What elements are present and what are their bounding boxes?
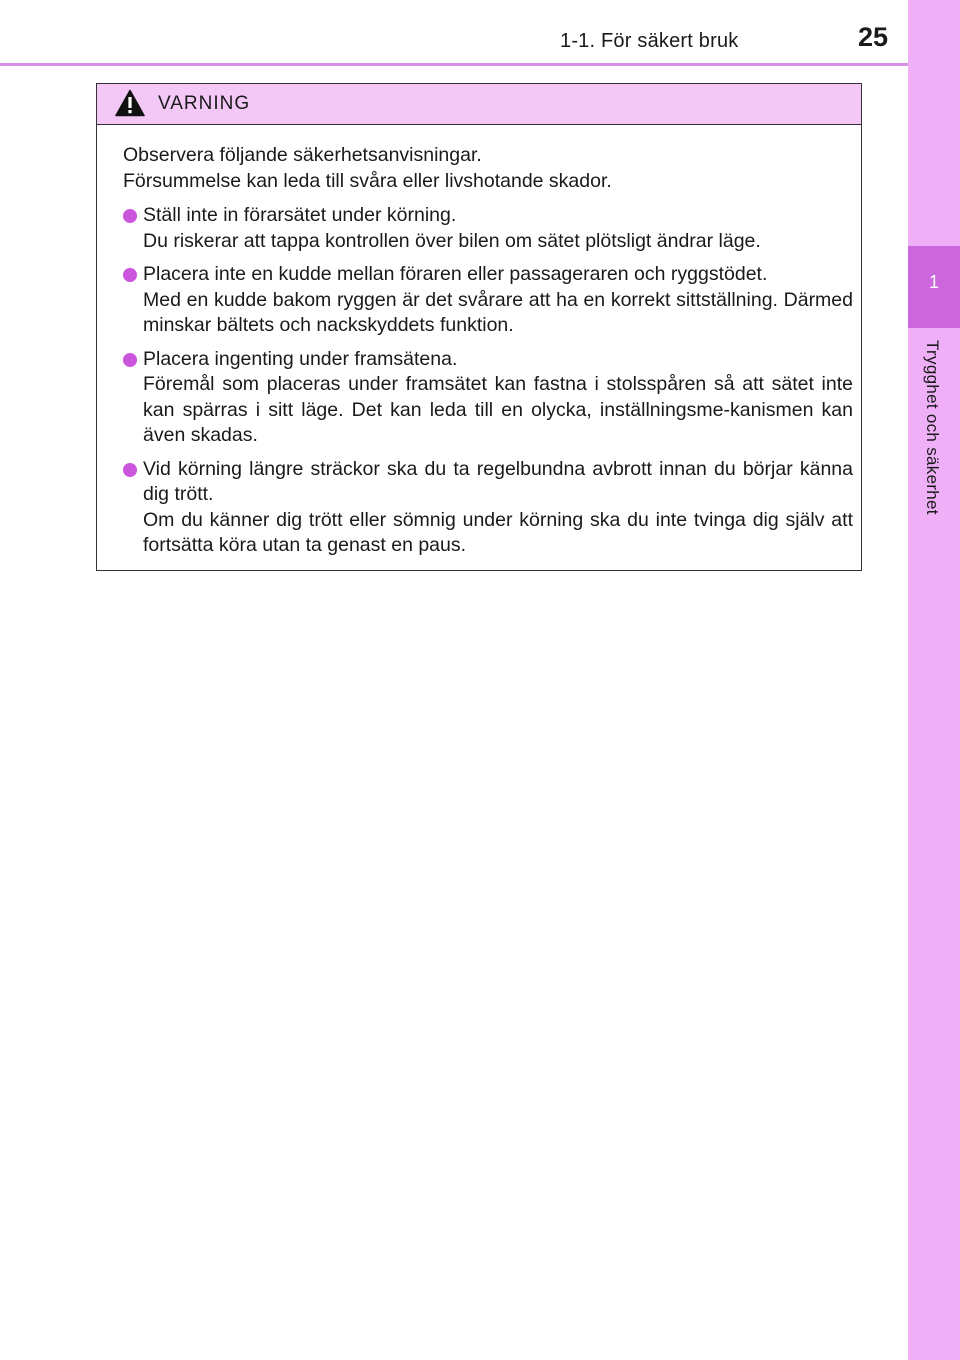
page-number: 25 <box>858 22 889 52</box>
item-detail: Föremål som placeras under framsätet kan fastna i stolsspåren så att sätet inte kan spärras i sitt läge. Det kan leda till en olycka, inställningsme-kanismen kan även skadas. <box>143 373 853 446</box>
list-item <box>123 347 853 449</box>
item-detail: Du riskerar att tappa kontrollen över bilen om sätet plötsligt ändrar läge. <box>143 229 761 252</box>
chapter-label: Trygghet och säkerhet <box>923 340 942 515</box>
warning-list <box>123 203 853 559</box>
bullet-icon <box>123 353 137 367</box>
item-heading: Vid körning längre sträckor ska du ta regelbundna avbrott innan du börjar känna dig trött. <box>143 457 853 505</box>
warning-title: VARNING <box>158 93 251 114</box>
bullet-icon <box>123 463 137 477</box>
chapter-number-badge: 1 <box>908 246 960 328</box>
intro-line: Försummelse kan leda till svåra eller livshotande skador. <box>123 169 612 192</box>
list-item <box>123 457 853 559</box>
item-heading: Placera inte en kudde mellan föraren eller passageraren och ryggstödet. <box>143 263 768 285</box>
bullet-icon <box>123 209 137 223</box>
warning-header <box>97 84 861 125</box>
warning-body <box>97 125 861 559</box>
warning-intro <box>123 143 853 194</box>
warning-box <box>96 83 862 571</box>
item-detail: Med en kudde bakom ryggen är det svårare att ha en korrekt sittställning. Därmed minskar bältets och nackskyddets funktion. <box>143 288 853 336</box>
item-heading: Ställ inte in förarsätet under körning. <box>143 204 457 226</box>
item-detail: Om du känner dig trött eller sömnig under körning ska du inte tvinga dig själv att fortsätta köra utan ta genast en paus. <box>143 508 853 556</box>
header-divider <box>0 63 908 66</box>
item-heading: Placera ingenting under framsätena. <box>143 347 458 370</box>
list-item <box>123 203 853 254</box>
section-title: 1-1. För säkert bruk <box>560 30 739 52</box>
list-item <box>123 262 853 339</box>
warning-triangle-icon <box>115 89 145 117</box>
bullet-icon <box>123 268 137 282</box>
chapter-side-tab <box>908 0 960 1360</box>
intro-line: Observera följande säkerhetsanvisningar. <box>123 144 482 166</box>
